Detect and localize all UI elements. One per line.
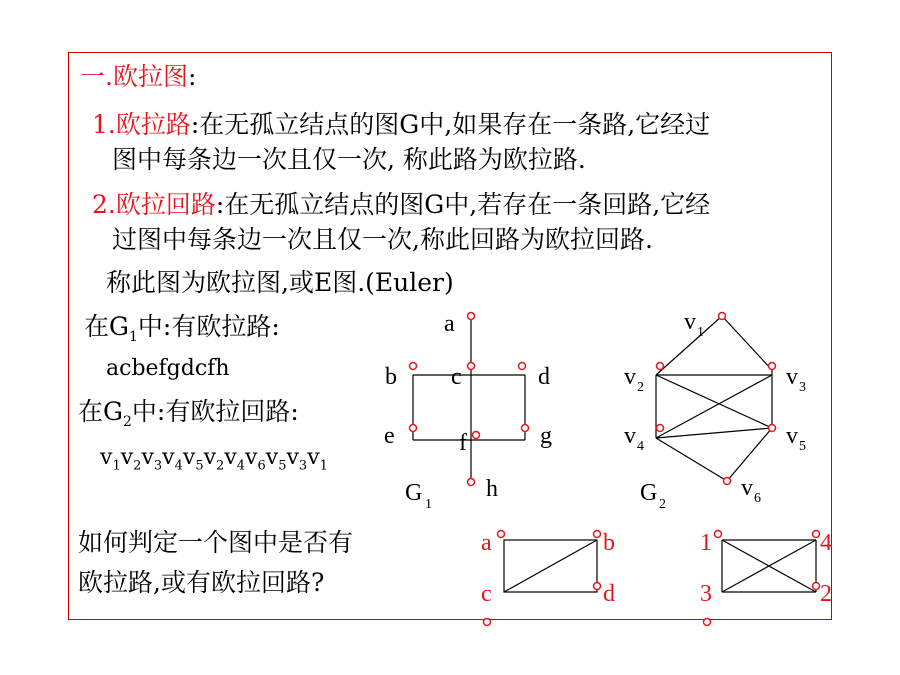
g2-claim-sub: 2: [122, 414, 132, 430]
circuit-vertex-sub: 2: [216, 458, 225, 474]
vertex-small2-2: [813, 583, 820, 590]
g1-claim-pre: 在G: [84, 312, 129, 341]
vertex-h: [468, 479, 475, 486]
vertex-e: [410, 425, 417, 432]
circuit-vertex: v: [162, 445, 175, 470]
graph-g1-edges: [413, 316, 525, 482]
label-v1-sub: 1: [697, 325, 704, 340]
label-e: e: [384, 423, 395, 449]
circuit-vertex-sub: 3: [298, 458, 308, 474]
question-line2: 欧拉路,或有欧拉回路?: [78, 568, 325, 597]
vertex-a: [468, 313, 475, 320]
vertex-g: [522, 425, 529, 432]
g1-claim-sub: 1: [128, 329, 138, 345]
graph-small1-edges: [504, 540, 597, 592]
edge-v5-v6: [727, 428, 772, 481]
edge-v4-v6: [656, 438, 727, 481]
circuit-vertex: v: [120, 445, 134, 470]
edge-small1-diag: [504, 540, 597, 592]
circuit-vertex: v: [307, 445, 320, 470]
g2-claim-post: 中:有欧拉回路:: [131, 397, 299, 426]
vertex-small1-a: [498, 531, 505, 538]
label-v5: v: [786, 423, 798, 449]
label-d: d: [538, 364, 550, 390]
vertex-v1: [719, 313, 726, 320]
edge-v3-v4: [656, 375, 772, 438]
def1-line2: 图中每条边一次且仅一次, 称此路为欧拉路.: [112, 145, 586, 174]
circuit-vertex-sub: 4: [174, 458, 183, 474]
circuit-vertex: v: [286, 445, 299, 470]
circuit-vertex: v: [141, 445, 154, 470]
graph-small1-vertices: [484, 531, 601, 626]
circuit-vertex-sub: 1: [112, 458, 121, 474]
label-small2-4: 4: [820, 530, 832, 556]
label-c: c: [451, 364, 462, 390]
label-v1: v: [684, 309, 696, 335]
label-v6: v: [741, 475, 753, 501]
vertex-small2-4: [813, 531, 820, 538]
vertex-v5: [769, 425, 776, 432]
label-h: h: [486, 476, 498, 502]
def2-label: 2.欧拉回路: [92, 190, 216, 219]
g2-claim-pre: 在G: [78, 397, 123, 426]
graph-g2-name-sub: 2: [659, 497, 666, 512]
vertex-v2: [657, 363, 664, 370]
label-small1-c: c: [481, 581, 492, 607]
question-line1: 如何判定一个图中是否有: [78, 528, 354, 557]
def2-text: :在无孤立结点的图G中,若存在一条回路,它经: [215, 190, 711, 219]
label-f: f: [459, 430, 467, 456]
graph-g2-name-letter: G: [640, 480, 658, 506]
edge-v1-v3: [722, 316, 772, 370]
vertex-small1-b: [594, 531, 601, 538]
edge-v4-v5: [656, 428, 772, 438]
label-b: b: [385, 364, 397, 390]
graph-g1-name-letter: G: [405, 480, 423, 506]
vertex-v4: [657, 425, 664, 432]
label-small1-a: a: [481, 530, 492, 556]
graph-g1-name-sub: 1: [425, 497, 432, 512]
circuit-vertex: v: [182, 445, 196, 470]
circuit-vertex-sub: 5: [278, 458, 287, 474]
circuit-vertex-sub: 3: [153, 458, 163, 474]
section-title-text: 一.欧拉图: [80, 62, 188, 91]
def2-line2: 过图中每条边一次且仅一次,称此回路为欧拉回路.: [112, 225, 653, 254]
label-v3-sub: 3: [799, 380, 806, 395]
g1-euler-path: acbefgdcfh: [106, 356, 230, 381]
circuit-vertex: v: [203, 445, 217, 470]
label-small2-1: 1: [700, 530, 712, 556]
vertex-small1-d: [594, 583, 601, 590]
def1-label: 1.欧拉路: [92, 110, 191, 139]
circuit-vertex: v: [265, 445, 279, 470]
label-v3: v: [786, 364, 798, 390]
label-v2-sub: 2: [637, 380, 644, 395]
label-small1-d: d: [603, 581, 615, 607]
graph-g2-edges: [656, 316, 772, 481]
circuit-vertex: v: [245, 445, 258, 470]
graph-g2-vertices: [657, 313, 776, 485]
vertex-c: [468, 363, 475, 370]
circuit-vertex-sub: 6: [257, 458, 266, 474]
label-v2: v: [624, 364, 636, 390]
graph-small2-edges: [722, 540, 816, 592]
label-small2-2: 2: [820, 581, 832, 607]
vertex-small1-c: [484, 619, 491, 626]
graph-g2-name: [640, 480, 657, 506]
label-v5-sub: 5: [799, 439, 806, 454]
circuit-vertex-sub: 4: [236, 458, 246, 474]
section-title-colon: :: [187, 62, 197, 91]
label-g: g: [540, 423, 552, 449]
def1-text: :在无孤立结点的图G中,如果存在一条路,它经过: [190, 110, 711, 139]
circuit-vertex: v: [224, 445, 237, 470]
vertex-b: [410, 363, 417, 370]
label-v6-sub: 6: [754, 491, 761, 506]
circuit-vertex: v: [100, 445, 113, 470]
edge-v2-v5: [656, 375, 772, 428]
label-v4-sub: 4: [637, 439, 644, 454]
label-a: a: [444, 311, 455, 337]
vertex-f: [473, 432, 480, 439]
vertex-small2-1: [715, 531, 722, 538]
vertex-v6: [724, 478, 731, 485]
graph-g1-name: [405, 480, 422, 506]
vertex-v3: [769, 363, 776, 370]
euler-note: 称此图为欧拉图,或E图.(Euler): [106, 268, 454, 297]
label-small1-b: b: [603, 530, 615, 556]
circuit-vertex-sub: 5: [195, 458, 204, 474]
g1-claim-post: 中:有欧拉路:: [137, 312, 280, 341]
label-small2-3: 3: [700, 581, 712, 607]
vertex-d: [519, 363, 526, 370]
vertex-small2-3: [704, 619, 711, 626]
circuit-vertex-sub: 1: [319, 458, 328, 474]
graph-g1-vertices: [410, 313, 529, 486]
graph-small2-vertices: [704, 531, 820, 626]
label-v4: v: [624, 423, 636, 449]
circuit-vertex-sub: 2: [133, 458, 142, 474]
graph-g2-labels: [624, 309, 806, 512]
